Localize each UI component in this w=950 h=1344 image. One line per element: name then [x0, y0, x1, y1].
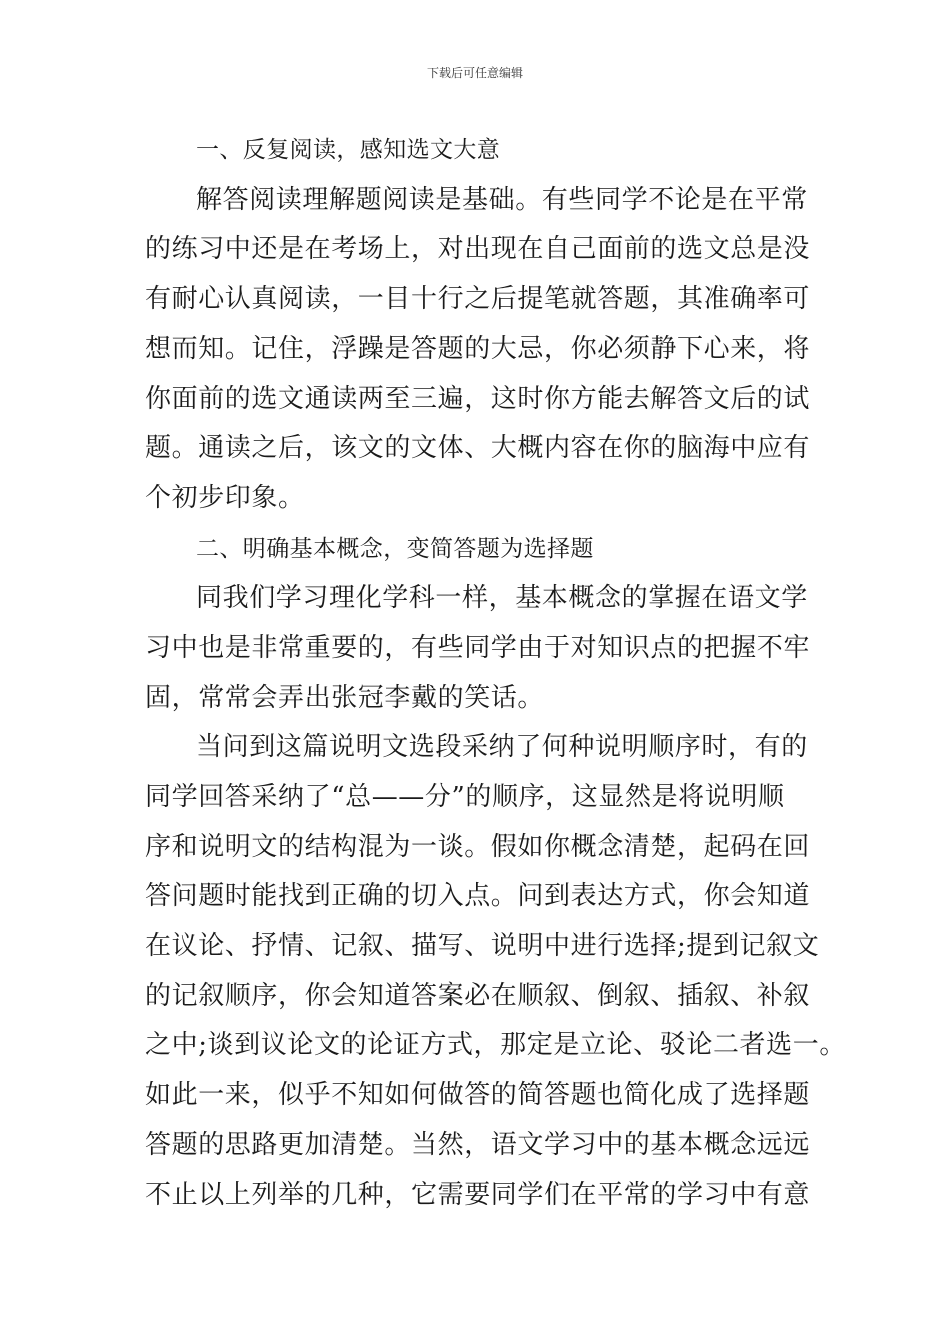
paragraph-line: 解答阅读理解题阅读是基础。有些同学不论是在平常: [196, 185, 808, 215]
paragraph-line: 题。通读之后，该文的文体、大概内容在你的脑海中应有: [145, 433, 811, 463]
paragraph-line: 当问到这篇说明文选段采纳了何种说明顺序时，有的: [196, 732, 808, 762]
paragraph-line: 不止以上列举的几种，它需要同学们在平常的学习中有意: [145, 1180, 811, 1210]
section-1-heading: 一、反复阅读，感知选文大意: [196, 137, 501, 163]
paragraph-line: 的练习中还是在考场上，对出现在自己面前的选文总是没: [145, 234, 811, 264]
section-2-heading: 二、明确基本概念，变简答题为选择题: [196, 536, 594, 562]
paragraph-line: 的记叙顺序，你会知道答案必在顺叙、倒叙、插叙、补叙: [145, 981, 811, 1011]
paragraph-line: 你面前的选文通读两至三遍，这时你方能去解答文后的试: [145, 384, 811, 414]
paragraph-line: 同学回答采纳了“总——分”的顺序，这显然是将说明顺: [145, 782, 785, 812]
paragraph-line: 序和说明文的结构混为一谈。假如你概念清楚，起码在回: [145, 832, 811, 862]
paragraph-line: 个初步印象。: [145, 483, 305, 513]
paragraph-line: 想而知。记住，浮躁是答题的大忌，你必须静下心来，将: [145, 334, 811, 364]
paragraph-line: 在议论、抒情、记叙、描写、说明中进行选择;提到记叙文: [145, 931, 820, 961]
paragraph-line: 答问题时能找到正确的切入点。问到表达方式，你会知道: [145, 881, 811, 911]
page-header: 下载后可任意编辑: [426, 66, 523, 80]
paragraph-line: 如此一来，似乎不知如何做答的简答题也简化成了选择题: [145, 1080, 811, 1110]
paragraph-line: 答题的思路更加清楚。当然，语文学习中的基本概念远远: [145, 1130, 811, 1160]
paragraph-line: 同我们学习理化学科一样，基本概念的掌握在语文学: [196, 583, 808, 613]
paragraph-line: 固，常常会弄出张冠李戴的笑话。: [145, 683, 545, 713]
paragraph-line: 习中也是非常重要的，有些同学由于对知识点的把握不牢: [145, 633, 811, 663]
paragraph-line: 有耐心认真阅读，一目十行之后提笔就答题，其准确率可: [145, 284, 811, 314]
paragraph-line: 之中;谈到议论文的论证方式，那定是立论、驳论二者选一。: [145, 1030, 846, 1060]
